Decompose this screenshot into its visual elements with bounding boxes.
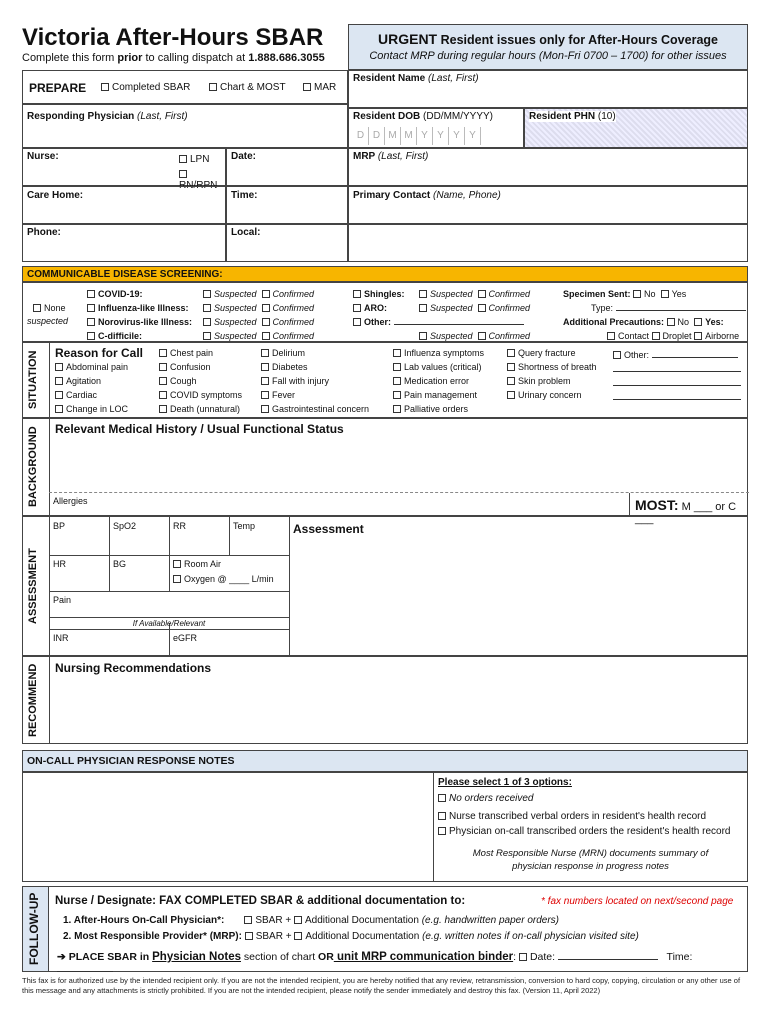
checkbox[interactable] bbox=[438, 794, 446, 802]
checkbox[interactable] bbox=[393, 391, 401, 399]
screening-header: COMMUNICABLE DISEASE SCREENING: bbox=[22, 266, 748, 282]
date-field[interactable]: Date: bbox=[226, 148, 348, 186]
checkbox[interactable] bbox=[261, 377, 269, 385]
checkbox[interactable] bbox=[87, 304, 95, 312]
screening-box: None suspected COVID-19: Influenza-like Illness: Norovirus-like Illness: C-difficile: Suspected Confirmed Suspected Confirmed Suspected Confirmed Suspected Confirmed Shingles: ARO: Other: Suspected Confirmed Suspected Confirmed Suspected Confirmed Specimen Sent: No Yes Type: Additional Precautions: No Yes: Contact Droplet Airborne bbox=[22, 282, 748, 342]
time-field[interactable]: Time: bbox=[226, 186, 348, 224]
checkbox[interactable] bbox=[353, 318, 361, 326]
checkbox[interactable] bbox=[613, 351, 621, 359]
background-box: BACKGROUND Relevant Medical History / Usual Functional Status Allergies MOST: M ___ or C ___ bbox=[22, 418, 748, 516]
checkbox[interactable] bbox=[261, 391, 269, 399]
checkbox[interactable] bbox=[159, 363, 167, 371]
checkbox[interactable] bbox=[393, 405, 401, 413]
mrp-field[interactable]: MRP (Last, First) bbox=[348, 148, 748, 186]
page-title: Victoria After-Hours SBAR bbox=[22, 24, 324, 51]
checkbox[interactable] bbox=[261, 363, 269, 371]
checkbox[interactable] bbox=[667, 318, 675, 326]
checkbox[interactable] bbox=[633, 290, 641, 298]
phone-field[interactable]: Phone: bbox=[22, 224, 226, 262]
checkbox[interactable] bbox=[507, 377, 515, 385]
disclaimer: This fax is for authorized use by the intended recipient only. If you are not the intended recipient, you are hereby notified that any review, retransmission, conversion to hard copy, copying, circulation or any other use of this message and any attachments is strictly prohibited. If you are not the intended recipient, please notify the sender immediately and destroy this fax. (Version 11, April 2022) bbox=[22, 976, 741, 995]
resident-name-field[interactable]: Resident Name (Last, First) bbox=[348, 70, 748, 108]
checkbox[interactable] bbox=[353, 304, 361, 312]
blank-field bbox=[348, 224, 748, 262]
checkbox[interactable] bbox=[507, 363, 515, 371]
checkbox[interactable] bbox=[159, 349, 167, 357]
checkbox[interactable] bbox=[393, 349, 401, 357]
checkbox[interactable] bbox=[438, 827, 446, 835]
urgent-banner: URGENT Resident issues only for After-Hours Coverage Contact MRP during regular hours (Mon-Fri 0700 – 1700) for other issues bbox=[348, 24, 748, 70]
checkbox[interactable] bbox=[159, 405, 167, 413]
checkbox[interactable] bbox=[33, 304, 41, 312]
checkbox[interactable] bbox=[55, 377, 63, 385]
checkbox[interactable] bbox=[209, 83, 217, 91]
checkbox[interactable] bbox=[55, 391, 63, 399]
checkbox[interactable] bbox=[244, 916, 252, 924]
checkbox[interactable] bbox=[294, 932, 302, 940]
nurse-field[interactable]: Nurse: LPN RN/RPN bbox=[22, 148, 226, 186]
phn-field[interactable]: Resident PHN (10) bbox=[524, 108, 748, 148]
primary-contact-field[interactable]: Primary Contact (Name, Phone) bbox=[348, 186, 748, 224]
dob-field[interactable]: Resident DOB (DD/MM/YYYY) D D M M Y Y Y Y bbox=[348, 108, 524, 148]
checkbox[interactable] bbox=[179, 170, 187, 178]
checkbox[interactable] bbox=[245, 932, 253, 940]
situation-box: SITUATION Reason for Call Abdominal pain Agitation Cardiac Change in LOC Chest pain Confusion Cough COVID symptoms Death (unnatural) Delirium Diabetes Fall with injury Fever Gastrointestinal concern Influenza symptoms Lab values (critical) Medication error Pain management Palliative orders Query fracture Shortness of breath Skin problem Urinary concern Other: bbox=[22, 342, 748, 418]
oncall-header: ON-CALL PHYSICIAN RESPONSE NOTES bbox=[22, 750, 748, 772]
local-field[interactable]: Local: bbox=[226, 224, 348, 262]
checkbox[interactable] bbox=[55, 363, 63, 371]
checkbox[interactable] bbox=[173, 575, 181, 583]
prepare-box: PREPARE Completed SBAR Chart & MOST MAR bbox=[22, 70, 348, 104]
recommend-box: RECOMMEND Nursing Recommendations bbox=[22, 656, 748, 744]
checkbox[interactable] bbox=[294, 916, 302, 924]
physician-field[interactable]: Responding Physician (Last, First) bbox=[22, 104, 348, 148]
page-subtitle: Complete this form prior to calling dispatch at 1.888.686.3055 bbox=[22, 52, 325, 64]
checkbox[interactable] bbox=[55, 405, 63, 413]
checkbox[interactable] bbox=[393, 363, 401, 371]
checkbox[interactable] bbox=[519, 953, 527, 961]
checkbox[interactable] bbox=[303, 83, 311, 91]
checkbox[interactable] bbox=[393, 377, 401, 385]
checkbox[interactable] bbox=[261, 349, 269, 357]
care-home-field[interactable]: Care Home: bbox=[22, 186, 226, 224]
checkbox[interactable] bbox=[87, 318, 95, 326]
checkbox[interactable] bbox=[507, 349, 515, 357]
checkbox[interactable] bbox=[179, 155, 187, 163]
checkbox[interactable] bbox=[353, 290, 361, 298]
checkbox[interactable] bbox=[159, 377, 167, 385]
checkbox[interactable] bbox=[159, 391, 167, 399]
checkbox[interactable] bbox=[87, 332, 95, 340]
checkbox[interactable] bbox=[694, 318, 702, 326]
checkbox[interactable] bbox=[101, 83, 109, 91]
followup-box: FOLLOW-UP Nurse / Designate: FAX COMPLETED SBAR & additional documentation to: * fax numbers located on next/second page 1. After-Hours On-Call Physician*: SBAR + Additional Documentation (e.g. handwritten paper orders) 2. Most Responsible Provider* (MRP): SBAR + Additional Documentation (e.g. written notes if on-call physician visited site) ➔ PLACE SBAR in Physician Notes section of chart OR unit MRP communication binder: Date: Time: bbox=[22, 886, 748, 972]
assessment-box: ASSESSMENT BP SpO2 RR Temp Assessment HR BG Room Air Oxygen @ ____ L/min Pain If Available/Relevant INR eGFR bbox=[22, 516, 748, 656]
checkbox[interactable] bbox=[261, 405, 269, 413]
checkbox[interactable] bbox=[661, 290, 669, 298]
checkbox[interactable] bbox=[507, 391, 515, 399]
checkbox[interactable] bbox=[87, 290, 95, 298]
checkbox[interactable] bbox=[173, 560, 181, 568]
oncall-box: Please select 1 of 3 options: No orders received Nurse transcribed verbal orders in resident's health record Physician on-call transcribed orders the resident's health record Most Responsible Nurse (MRN) documents summary of physician response in progress notes bbox=[22, 772, 748, 882]
checkbox[interactable] bbox=[438, 812, 446, 820]
